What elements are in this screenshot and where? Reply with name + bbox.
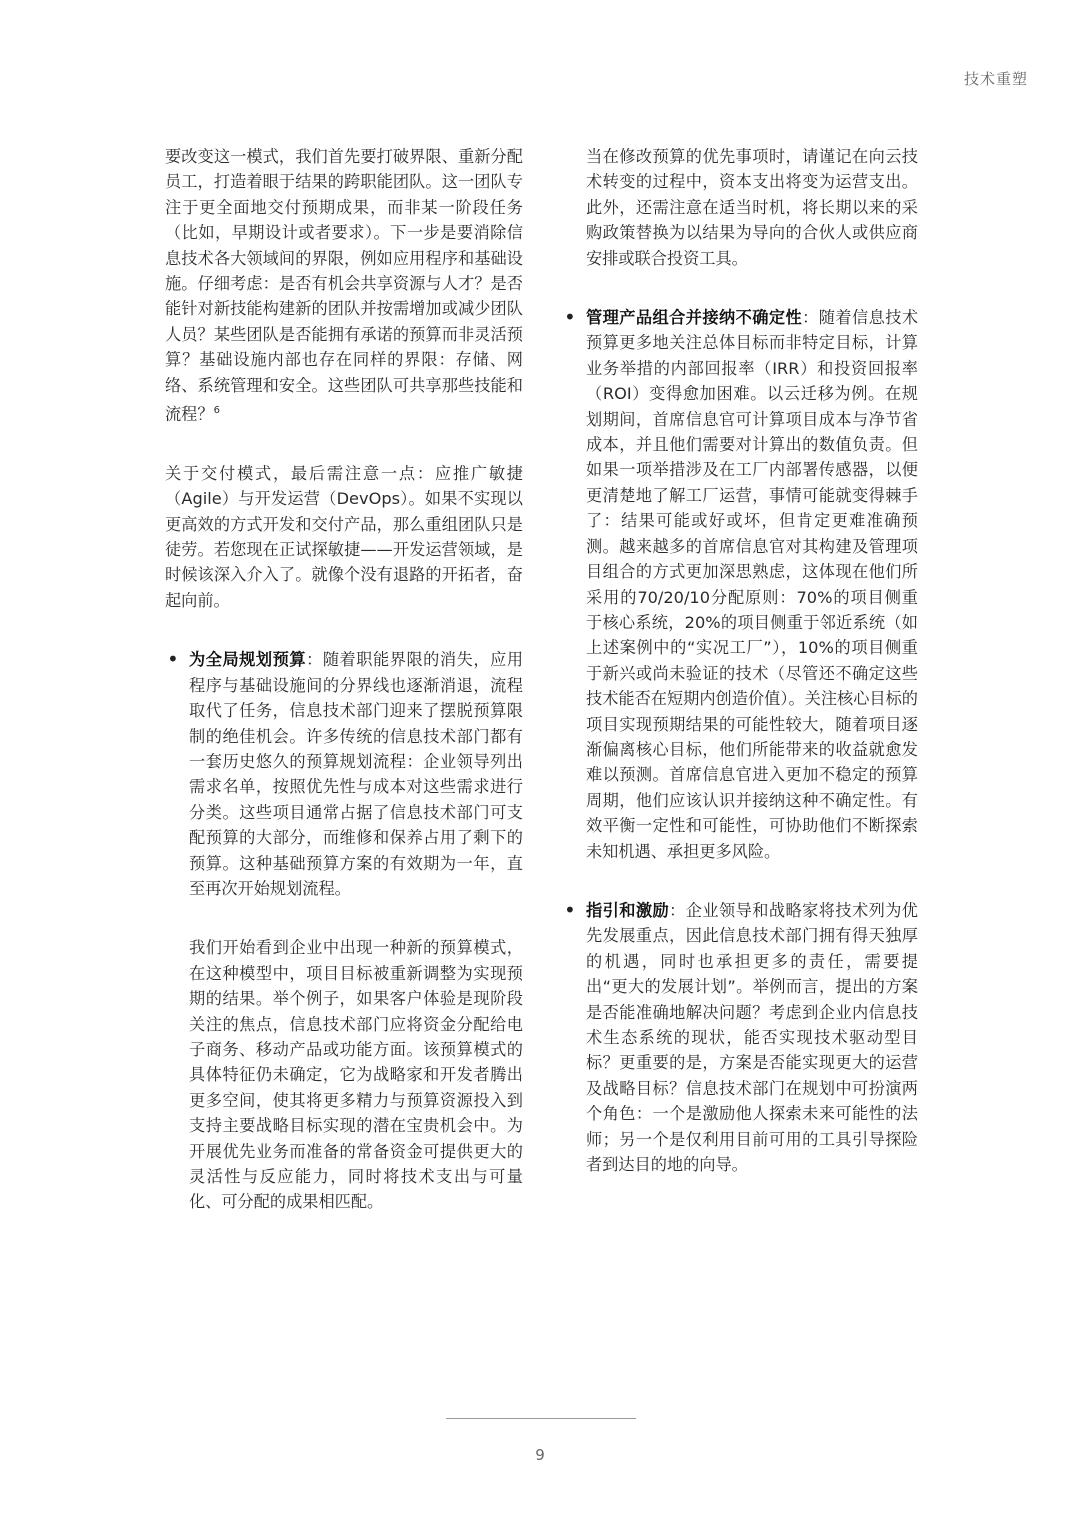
footer-divider [446,1418,636,1419]
bullet-title: 管理产品组合并接纳不确定性 [586,308,803,328]
footnote-marker: 6 [213,405,220,417]
bullet-dot: • [167,647,179,672]
left-column [165,144,523,1215]
bullet-title: 指引和激励 [586,900,670,920]
bullet-item [564,897,918,1177]
paragraph: 我们开始看到企业中出现一种新的预算模式，在这种模型中，项目目标被重新调整为实现预期的结果。举个例子，如果客户体验是现阶段关注的焦点，信息技术部门应将资金分配给电子商务、移动产品或功能方面。该预算模式的具体特征仍未确定，它为战略家和开发者腾出更多空间，使其将更多精力与预算资源投入到支持主要战略目标实现的潜在宝贵机会中。为开展优先业务而准备的常备资金可提供更大的灵活性与反应能力，同时将技术支出与可量化、可分配的成果相匹配。 [189,938,523,1212]
bullet-title: 为全局规划预算 [189,650,307,670]
paragraph [165,144,523,427]
running-header: 技术重塑 [963,70,1028,88]
page-number: 9 [535,1446,545,1464]
bullet-dot: • [564,897,576,922]
paragraph-text: 要改变这一模式，我们首先要打破界限、重新分配员工，打造着眼于结果的跨职能团队。这一团队专注于更全面地交付预期成果，而非某一阶段任务（比如，早期设计或者要求）。下一步是要消除信息技术各大领域间的界限，例如应用程序和基础设施。仔细考虑：是否有机会共享资源与人才？是否能针对新技能构建新的团队并按需增加或减少团队人员？某些团队是否能拥有承诺的预算而非灵活预算？基础设施内部也存在同样的界限：存储、网络、系统管理和安全。这些团队可共享那些技能和流程？ [165,147,523,424]
paragraph: 当在修改预算的优先事项时，请谨记在向云技术转变的过程中，资本支出将变为运营支出。此外，还需注意在适当时机，将长期以来的采购政策替换为以结果为导向的合伙人或供应商安排或联合投资工具。 [586,147,918,268]
bullet-dot: • [564,305,576,330]
paragraph: 关于交付模式，最后需注意一点：应推广敏捷（Agile）与开发运营（DevOps）。如果不实现以更高效的方式开发和交付产品，那么重组团队只是徒劳。若您现在正试探敏捷——开发运营领域，是时候该深入介入了。就像个没有退路的开拓者，奋起向前。 [165,463,523,610]
bullet-item [167,647,524,901]
bullet-text: ：企业领导和战略家将技术列为优先发展重点，因此信息技术部门拥有得天独厚的机遇，同时也承担更多的责任，需要提出“更大的发展计划”。举例而言，提出的方案是否能准确地解决问题？考虑到企业内信息技术生态系统的现状，能否实现技术驱动型目标？更重要的是，方案是否能实现更大的运营及战略目标？信息技术部门在规划中可扮演两个角色：一个是激励他人探索未来可能性的法师；另一个是仅利用目前可用的工具引导探险者到达目的地的向导。 [586,900,918,1175]
right-column [564,144,919,1177]
bullet-item [564,305,919,864]
bullet-text: ：随着职能界限的消失，应用程序与基础设施间的分界线也逐渐消退，流程取代了任务，信息技术部门迎来了摆脱预算限制的绝佳机会。许多传统的信息技术部门都有一套历史悠久的预算规划流程：企业领导列出需求名单，按照优先性与成本对这些需求进行分类。这些项目通常占据了信息技术部门可支配预算的大部分，而维修和保养占用了剩下的预算。这种基础预算方案的有效期为一年，直至再次开始规划流程。 [189,650,524,898]
bullet-text: ：随着信息技术预算更多地关注总体目标而非特定目标，计算业务举措的内部回报率（IRR）和投资回报率（ROI）变得愈加困难。以云迁移为例。在规划期间，首席信息官可计算项目成本与净节省成本，并且他们需要对计算出的数值负责。但如果一项举措涉及在工厂内部署传感器，以便更清楚地了解工厂运营，事情可能就变得棘手了：结果可能或好或坏，但肯定更难准确预测。越来越多的首席信息官对其构建及管理项目组合的方式更加深思熟虑，这体现在他们所采用的70/20/10分配原则：70%的项目侧重于核心系统，20%的项目侧重于邻近系统（如上述案例中的“实况工厂”），10%的项目侧重于新兴或尚未验证的技术（尽管还不确定这些技术能否在短期内创造价值）。关注核心目标的项目实现预期结果的可能性较大，随着项目逐渐偏离核心目标，他们所能带来的收益就愈发难以预测。首席信息官进入更加不稳定的预算周期，他们应该认识并接纳这种不确定性。有效平衡一定性和可能性，可协助他们不断探索未知机遇、承担更多风险。 [586,308,919,861]
